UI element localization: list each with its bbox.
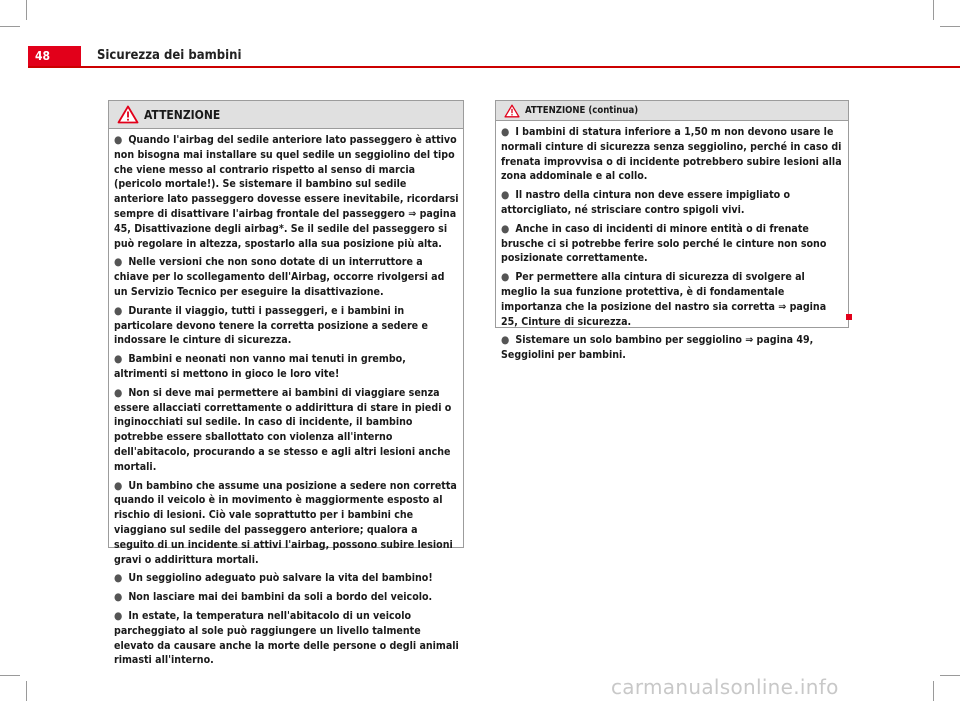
crop-mark <box>0 26 20 27</box>
warning-box-left <box>108 100 464 667</box>
warning-box-body <box>496 121 848 363</box>
bullet-icon: ● <box>114 591 123 604</box>
bullet-icon: ● <box>114 609 123 622</box>
list-item: ● Quando l'airbag del sedile anteriore lato passeggero è attivo non bisogna mai installare su quel sedile un seggiolino del tipo che viene messo al contrario rispetto al senso di marcia (pericolo mortale!). Se sistemare il bambino sul sedile anteriore lato passeggero dovesse essere inevitabile, ricordarsi sempre di disattivare l'airbag frontale del passeggero ⇒ pagina 45, Disattivazione degli airbag*. Se il sedile del passeggero si può regolare in altezza, spostarlo alla sua posizione più alta. <box>114 134 459 250</box>
list-item: ● Anche in caso di incidenti di minore entità o di frenate brusche ci si potrebbe ferire solo perché le cinture non sono posizionate correttamente. <box>501 222 827 265</box>
bullet-icon: ● <box>501 222 510 235</box>
crop-mark <box>26 0 27 20</box>
bullet-icon: ● <box>114 353 123 366</box>
section-end-marker <box>846 314 852 320</box>
list-item: ● Un bambino che assume una posizione a sedere non corretta quando il veicolo è in movimento è maggiormente esposto al rischio di lesioni. Ciò vale soprattutto per i bambini che viaggiano sul sedile del passeggero anteriore; qualora a seguito di un incidente si attivi l'airbag, possono subire lesioni gravi o addirittura mortali. <box>114 479 457 566</box>
list-item: ● Non si deve mai permettere ai bambini di viaggiare senza essere allacciati correttamente o addirittura di stare in piedi o inginocchiati sul sedile. In caso di incidente, il bambino potrebbe essere sballottato con violenza all'interno dell'abitacolo, procurando a se stesso e agli altri lesioni anche mortali. <box>114 386 452 473</box>
list-item: ● Non lasciare mai dei bambini da soli a bordo del veicolo. <box>114 591 433 604</box>
list-item: ● In estate, la temperatura nell'abitacolo di un veicolo parcheggiato al sole può raggiungere un livello talmente elevato da causare anche la morte delle persone o degli animali rimasti all'interno. <box>114 609 459 667</box>
header-rule <box>28 66 960 68</box>
warning-triangle-icon <box>117 105 139 124</box>
list-item: ● Durante il viaggio, tutti i passeggeri, e i bambini in particolare devono tenere la corretta posizione a sedere e indossare le cinture di sicurezza. <box>114 304 428 347</box>
list-item: ● Bambini e neonati non vanno mai tenuti in grembo, altrimenti si mettono in gioco le loro vite! <box>114 353 406 380</box>
crop-mark <box>940 675 960 676</box>
bullet-icon: ● <box>501 126 510 138</box>
warning-triangle-icon <box>504 104 520 118</box>
bullet-icon: ● <box>114 304 123 317</box>
crop-mark <box>940 26 960 27</box>
crop-mark <box>933 681 934 701</box>
warning-box-title: ATTENZIONE <box>144 107 221 122</box>
warning-box-header <box>496 101 848 121</box>
list-item: ● Per permettere alla cintura di sicurezza di svolgere al meglio la sua funzione protettiva, è di fondamentale importanza che la posizione del nastro sia corretta ⇒ pagina 25, Cinture di sicurezza. <box>501 271 827 328</box>
bullet-icon: ● <box>114 134 123 146</box>
warning-box-right <box>495 100 849 362</box>
watermark: carmanualsonline.info <box>611 675 839 699</box>
list-item: ● Nelle versioni che non sono dotate di un interruttore a chiave per lo scollegamento dell'Airbag, occorre rivolgersi ad un Servizio Tecnico per eseguire la disattivazione. <box>114 256 445 298</box>
warning-box-header <box>109 101 463 129</box>
bullet-icon: ● <box>114 479 123 492</box>
warning-box-title: ATTENZIONE (continua) <box>525 105 639 116</box>
crop-mark <box>933 0 934 20</box>
list-item: ● I bambini di statura inferiore a 1,50 m non devono usare le normali cinture di sicurezza senza seggiolino, perché in caso di frenata improvvisa o di incidente potrebbero subire lesioni alla zona addominale e al collo. <box>501 126 842 183</box>
bullet-icon: ● <box>501 334 510 347</box>
bullet-icon: ● <box>501 271 510 284</box>
bullet-icon: ● <box>114 386 123 399</box>
list-item: ● Sistemare un solo bambino per seggiolino ⇒ pagina 49, Seggiolini per bambini. <box>501 334 814 362</box>
bullet-icon: ● <box>501 189 510 202</box>
crop-mark <box>0 675 20 676</box>
list-item: ● Un seggiolino adeguato può salvare la vita del bambino! <box>114 572 433 585</box>
crop-mark <box>26 681 27 701</box>
bullet-icon: ● <box>114 572 123 585</box>
list-item: ● Il nastro della cintura non deve essere impigliato o attorcigliato, né strisciare contro spigoli vivi. <box>501 189 791 216</box>
page-number: 48 <box>28 46 81 66</box>
warning-box-body <box>109 129 463 668</box>
bullet-icon: ● <box>114 256 123 269</box>
section-title: Sicurezza dei bambini <box>97 48 242 63</box>
